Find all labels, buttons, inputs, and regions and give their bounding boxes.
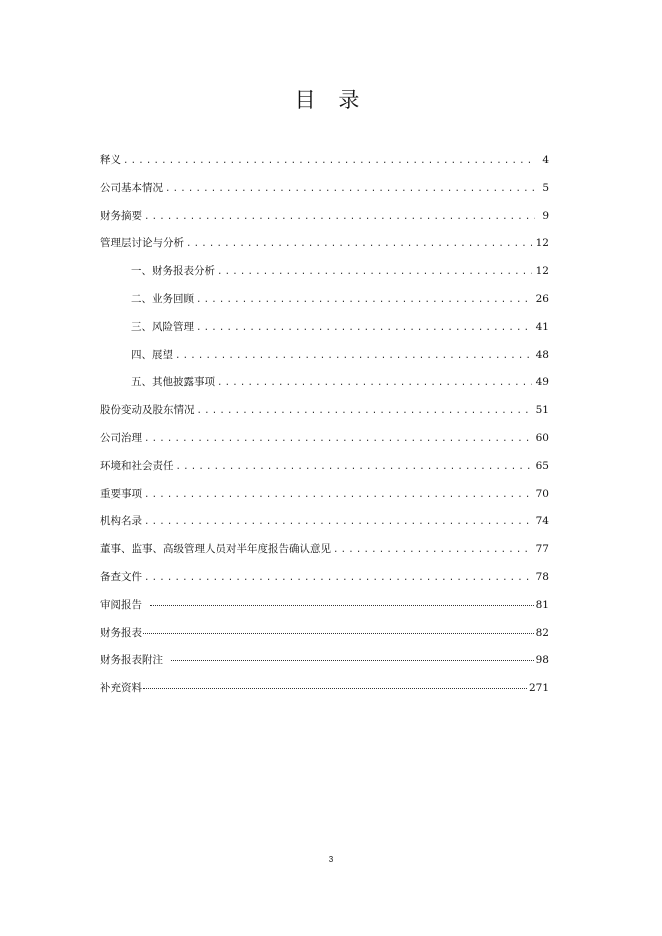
toc-entry-label: 四、展望 bbox=[131, 348, 173, 361]
toc-entry-esg[interactable] bbox=[100, 457, 549, 485]
toc-entry-mdna[interactable] bbox=[100, 234, 549, 262]
toc-entry-glossary[interactable] bbox=[100, 151, 549, 179]
toc-entry-page: 41 bbox=[535, 320, 549, 333]
toc-entry-page: 271 bbox=[528, 682, 549, 695]
toc-entry-risk-management[interactable] bbox=[100, 318, 549, 346]
toc-entry-outlook[interactable] bbox=[100, 346, 549, 374]
dot-leader bbox=[144, 513, 532, 531]
dot-leader bbox=[143, 678, 527, 689]
toc-entry-company-profile[interactable] bbox=[100, 179, 549, 207]
dot-leader bbox=[144, 569, 532, 587]
toc-entry-page: 26 bbox=[535, 292, 549, 305]
toc-entry-business-review[interactable] bbox=[100, 290, 549, 318]
toc-entry-page: 49 bbox=[535, 376, 549, 389]
dot-leader bbox=[196, 319, 532, 337]
toc-entry-page: 5 bbox=[542, 181, 549, 194]
toc-entry-label: 重要事项 bbox=[100, 487, 142, 500]
dot-leader bbox=[123, 152, 535, 170]
toc-entry-label: 释义 bbox=[100, 154, 121, 166]
toc-entry-label: 股份变动及股东情况 bbox=[100, 404, 195, 417]
dot-leader bbox=[165, 180, 535, 198]
toc-entry-significant-events[interactable] bbox=[100, 485, 549, 513]
toc-entry-label: 一、财务报表分析 bbox=[131, 265, 215, 278]
toc-entry-statement-analysis[interactable] bbox=[100, 262, 549, 290]
toc-entry-label: 二、业务回顾 bbox=[131, 292, 194, 305]
toc-entry-label: 审阅报告 bbox=[100, 598, 142, 611]
page-title: 目 录 bbox=[294, 88, 368, 112]
toc-entry-label: 公司治理 bbox=[100, 431, 142, 444]
dot-leader bbox=[176, 458, 532, 476]
toc-entry-page: 81 bbox=[535, 598, 549, 611]
toc-entry-statement-notes[interactable] bbox=[100, 651, 549, 679]
toc-entry-page: 12 bbox=[535, 265, 549, 278]
dot-leader bbox=[333, 541, 532, 559]
dot-leader bbox=[143, 623, 534, 634]
toc-entry-label: 管理层讨论与分析 bbox=[100, 237, 184, 250]
toc-entry-directory[interactable] bbox=[100, 512, 549, 540]
table-of-contents bbox=[100, 151, 549, 707]
toc-entry-label: 备查文件 bbox=[100, 570, 142, 583]
toc-entry-other-disclosures[interactable] bbox=[100, 373, 549, 401]
page-number: 3 bbox=[328, 855, 334, 864]
toc-entry-financial-statements[interactable] bbox=[100, 624, 549, 652]
dot-leader bbox=[175, 347, 532, 365]
toc-entry-financial-summary[interactable] bbox=[100, 207, 549, 235]
toc-entry-page: 4 bbox=[542, 154, 549, 166]
toc-entry-label: 三、风险管理 bbox=[131, 320, 194, 333]
toc-entry-label: 五、其他披露事项 bbox=[131, 376, 215, 389]
toc-entry-label: 财务报表 bbox=[100, 626, 142, 639]
dot-leader bbox=[217, 263, 532, 281]
dot-leader bbox=[196, 291, 532, 309]
dot-leader bbox=[186, 235, 532, 253]
toc-entry-page: 78 bbox=[535, 570, 549, 583]
toc-entry-label: 补充资料 bbox=[100, 682, 142, 695]
toc-entry-page: 9 bbox=[542, 209, 549, 222]
dot-leader bbox=[150, 595, 534, 606]
dot-leader bbox=[144, 208, 535, 226]
toc-entry-label: 董事、监事、高级管理人员对半年度报告确认意见 bbox=[100, 543, 331, 556]
toc-entry-label: 公司基本情况 bbox=[100, 181, 163, 194]
toc-entry-page: 48 bbox=[535, 348, 549, 361]
dot-leader bbox=[197, 402, 532, 420]
toc-entry-review-report[interactable] bbox=[100, 596, 549, 624]
toc-entry-supplementary-info[interactable] bbox=[100, 679, 549, 707]
dot-leader bbox=[171, 650, 534, 661]
toc-entry-label: 机构名录 bbox=[100, 515, 142, 528]
dot-leader bbox=[144, 486, 532, 504]
toc-entry-page: 98 bbox=[535, 654, 549, 667]
toc-entry-page: 65 bbox=[535, 459, 549, 472]
toc-entry-confirmation-opinion[interactable] bbox=[100, 540, 549, 568]
toc-entry-page: 74 bbox=[535, 515, 549, 528]
toc-entry-page: 82 bbox=[535, 626, 549, 639]
toc-entry-label: 财务摘要 bbox=[100, 209, 142, 222]
toc-entry-governance[interactable] bbox=[100, 429, 549, 457]
dot-leader bbox=[144, 430, 532, 448]
toc-entry-label: 环境和社会责任 bbox=[100, 459, 174, 472]
toc-entry-label: 财务报表附注 bbox=[100, 654, 163, 667]
toc-entry-page: 12 bbox=[535, 237, 549, 250]
toc-entry-page: 60 bbox=[535, 431, 549, 444]
toc-entry-page: 51 bbox=[535, 404, 549, 417]
toc-entry-page: 77 bbox=[535, 543, 549, 556]
toc-entry-page: 70 bbox=[535, 487, 549, 500]
toc-entry-shareholders[interactable] bbox=[100, 401, 549, 429]
dot-leader bbox=[217, 374, 532, 392]
toc-entry-reference-documents[interactable] bbox=[100, 568, 549, 596]
